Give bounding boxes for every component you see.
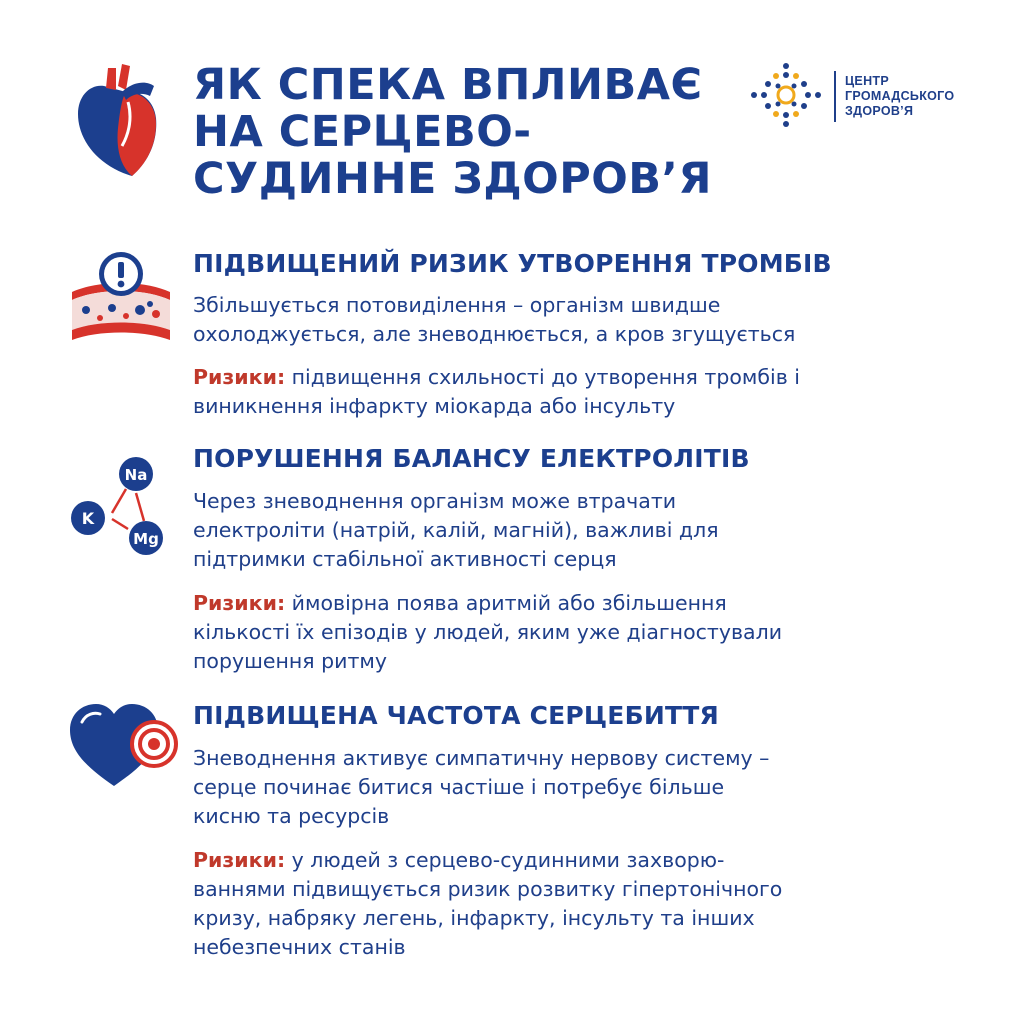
body-line: кисню та ресурсів xyxy=(193,804,390,828)
risk-line: кризу, набряку легень, інфаркту, інсульту та інших xyxy=(193,906,755,930)
body-line: охолоджується, але зневоднюється, а кров згущується xyxy=(193,322,796,346)
section-heading-heart-rate: ПІДВИЩЕНА ЧАСТОТА СЕРЦЕБИТТЯ xyxy=(193,701,719,730)
title-line-2: НА СЕРЦЕВО- xyxy=(193,107,532,157)
body-line: Через зневоднення організм може втрачати xyxy=(193,489,677,513)
heart-target-icon xyxy=(68,702,180,788)
logo-line-1: ЦЕНТР xyxy=(845,74,889,88)
electrolytes-icon xyxy=(60,455,180,565)
heart-icon xyxy=(70,62,166,180)
section-risk-heart-rate xyxy=(193,846,933,962)
sodium-label: Na xyxy=(124,466,148,484)
risk-label: Ризики: xyxy=(193,365,286,389)
risk-line: порушення ритму xyxy=(193,649,387,673)
risk-line: у людей з серцево-судинними захворю- xyxy=(285,848,725,872)
logo-line-3: ЗДОРОВ’Я xyxy=(845,104,914,118)
logo-divider xyxy=(834,71,836,122)
section-risk-thrombus xyxy=(193,363,933,421)
body-line: Збільшується потовиділення – організм швидше xyxy=(193,293,721,317)
risk-label: Ризики: xyxy=(193,591,286,615)
risk-line: кількості їх епізодів у людей, яким уже діагностували xyxy=(193,620,783,644)
section-heading-thrombus: ПІДВИЩЕНИЙ РИЗИК УТВОРЕННЯ ТРОМБІВ xyxy=(193,249,832,278)
logo-text xyxy=(845,74,954,119)
body-line: підтримки стабільної активності серця xyxy=(193,547,617,571)
section-risk-electrolytes xyxy=(193,589,933,676)
risk-line: ймовірна поява аритмій або збільшення xyxy=(285,591,727,615)
risk-line: небезпечних станів xyxy=(193,935,406,959)
magnesium-label: Mg xyxy=(133,530,159,548)
page-title xyxy=(193,62,733,203)
section-body-heart-rate xyxy=(193,744,933,831)
risk-line: підвищення схильності до утворення тромбів і xyxy=(285,365,800,389)
section-body-thrombus xyxy=(193,291,933,349)
section-body-electrolytes xyxy=(193,487,933,574)
risk-line: виникнення інфаркту міокарда або інсульту xyxy=(193,394,676,418)
risk-line: ваннями підвищується ризик розвитку гіпертонічного xyxy=(193,877,783,901)
body-line: електроліти (натрій, калій, магній), важливі для xyxy=(193,518,719,542)
public-health-center-logo-icon xyxy=(748,62,824,132)
blood-vessel-warning-icon xyxy=(68,250,174,346)
body-line: Зневоднення активує симпатичну нервову систему – xyxy=(193,746,770,770)
potassium-label: K xyxy=(81,509,95,528)
title-line-1: ЯК СПЕКА ВПЛИВАЄ xyxy=(193,60,703,110)
body-line: серце починає битися частіше і потребує більше xyxy=(193,775,725,799)
risk-label: Ризики: xyxy=(193,848,286,872)
section-heading-electrolytes: ПОРУШЕННЯ БАЛАНСУ ЕЛЕКТРОЛІТІВ xyxy=(193,444,750,473)
logo-line-2: ГРОМАДСЬКОГО xyxy=(845,89,955,103)
title-line-3: СУДИННЕ ЗДОРОВ’Я xyxy=(193,154,713,204)
